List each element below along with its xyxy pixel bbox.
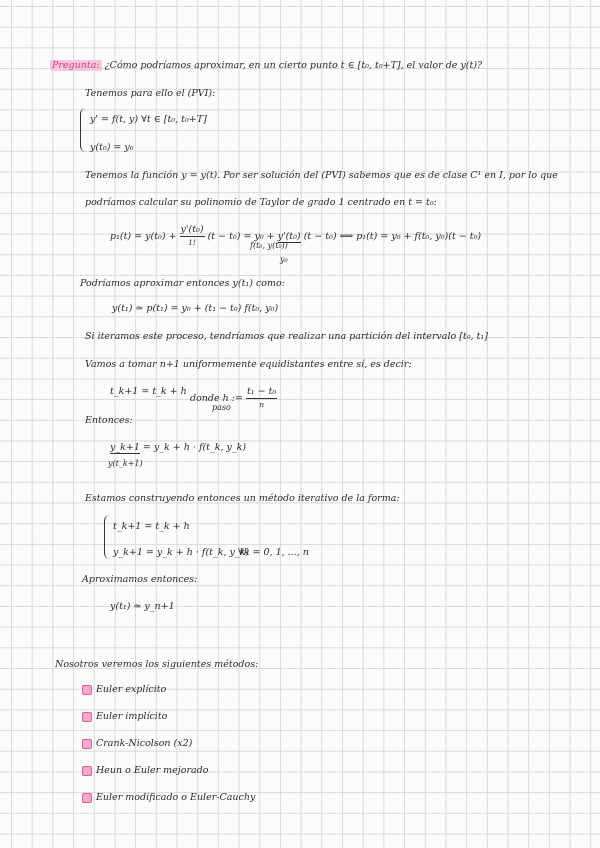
taylor-fraction [180,224,205,249]
taylor-lhs: p₁(t) = y(t₀) + [110,231,180,242]
pvi-equation: y' = f(t, y) ∀t ∈ [t₀, t₀+T] [90,114,207,125]
method-item-4: Heun o Euler mejorado [96,765,209,776]
taylor-rest: (t − t₀) ⟺ p₁(t) = y₀ + f(t₀, y₀)(t − t₀) [303,231,482,242]
bullet-icon [82,739,92,749]
method-line-1: t_k+1 = t_k + h [113,521,190,532]
paragraph-line-2: podríamos calcular su polinomio de Taylor de grado 1 centrado en t = t₀: [85,197,437,208]
bullet-icon [82,712,92,722]
nodes-text: Vamos a tomar n+1 uniformemente equidistantes entre sí, es decir: [85,359,412,370]
pvi-intro: Tenemos para ello el (PVI): [85,88,216,99]
aprox-equation: y(t₁) ≃ y_n+1 [110,601,175,612]
method-item-5: Euler modificado o Euler-Cauchy [96,792,256,803]
approx-intro: Podríamos aproximar entonces y(t₁) como: [80,278,285,289]
method-brace [104,515,111,559]
question-text: ¿Cómo podríamos aproximar, en un cierto punto t ∈ [t₀, t₀+T], el valor de y(t)? [104,60,483,71]
question-line [50,60,482,72]
step-definition [190,386,277,411]
methods-title: Nosotros veremos los siguientes métodos: [55,659,259,670]
entonces-label: Entonces: [85,415,133,426]
method-item-3: Crank-Nicolson (x2) [96,738,193,749]
taylor-note-f: f(t₀, y(t₀)) [250,241,288,250]
taylor-mid: (t − t₀) = y₀ + [207,231,278,242]
step-h-fraction-bottom: n [259,400,265,409]
step-donde: donde [190,393,220,404]
taylor-underlined-derivative: y'(t₀) [277,231,301,242]
iteration-equation [110,442,246,454]
approx-equation: y(t₁) ≃ p(t₁) = y₀ + (t₁ − t₀) f(t₀, y₀) [112,303,279,314]
iteration-note: y(t_k+1) [108,459,143,468]
method-item-2: Euler implícito [96,711,168,722]
step-h-fraction-top: t₁ − t₀ [246,386,277,397]
pvi-brace [80,108,87,152]
question-label: Pregunta: [52,60,100,71]
step-h-def: h := [222,393,246,404]
iteration-rhs: = y_k + h · f(t_k, y_k) [142,442,247,453]
method-intro: Estamos construyendo entonces un método iterativo de la forma: [85,493,400,504]
taylor-fraction-bottom: 1! [188,238,196,247]
pvi-initial-condition: y(t₀) = y₀ [90,142,134,153]
taylor-fraction-top: y'(t₀) [180,224,204,235]
iteration-lhs: y_k+1 [110,442,140,453]
step-paso-label: paso [212,403,231,412]
bullet-icon [82,793,92,803]
aprox-label: Aproximamos entonces: [82,574,198,585]
taylor-note-y0: y₀ [280,255,288,264]
method-forall: ∀k = 0, 1, ..., n [238,547,309,558]
bullet-icon [82,766,92,776]
method-item-1: Euler explícito [96,684,167,695]
step-equation: t_k+1 = t_k + h [110,386,187,397]
taylor-polynomial [110,224,481,249]
iterate-text: Si iteramos este proceso, tendríamos que realizar una partición del intervalo [t₀, t₁] [85,331,488,342]
method-line-2: y_k+1 = y_k + h · f(t_k, y_k) [113,547,250,558]
step-h-fraction [246,386,277,411]
paragraph-line-1: Tenemos la función y = y(t). Por ser solución del (PVI) sabemos que es de clase C¹ en I, por lo que [85,170,558,181]
bullet-icon [82,685,92,695]
